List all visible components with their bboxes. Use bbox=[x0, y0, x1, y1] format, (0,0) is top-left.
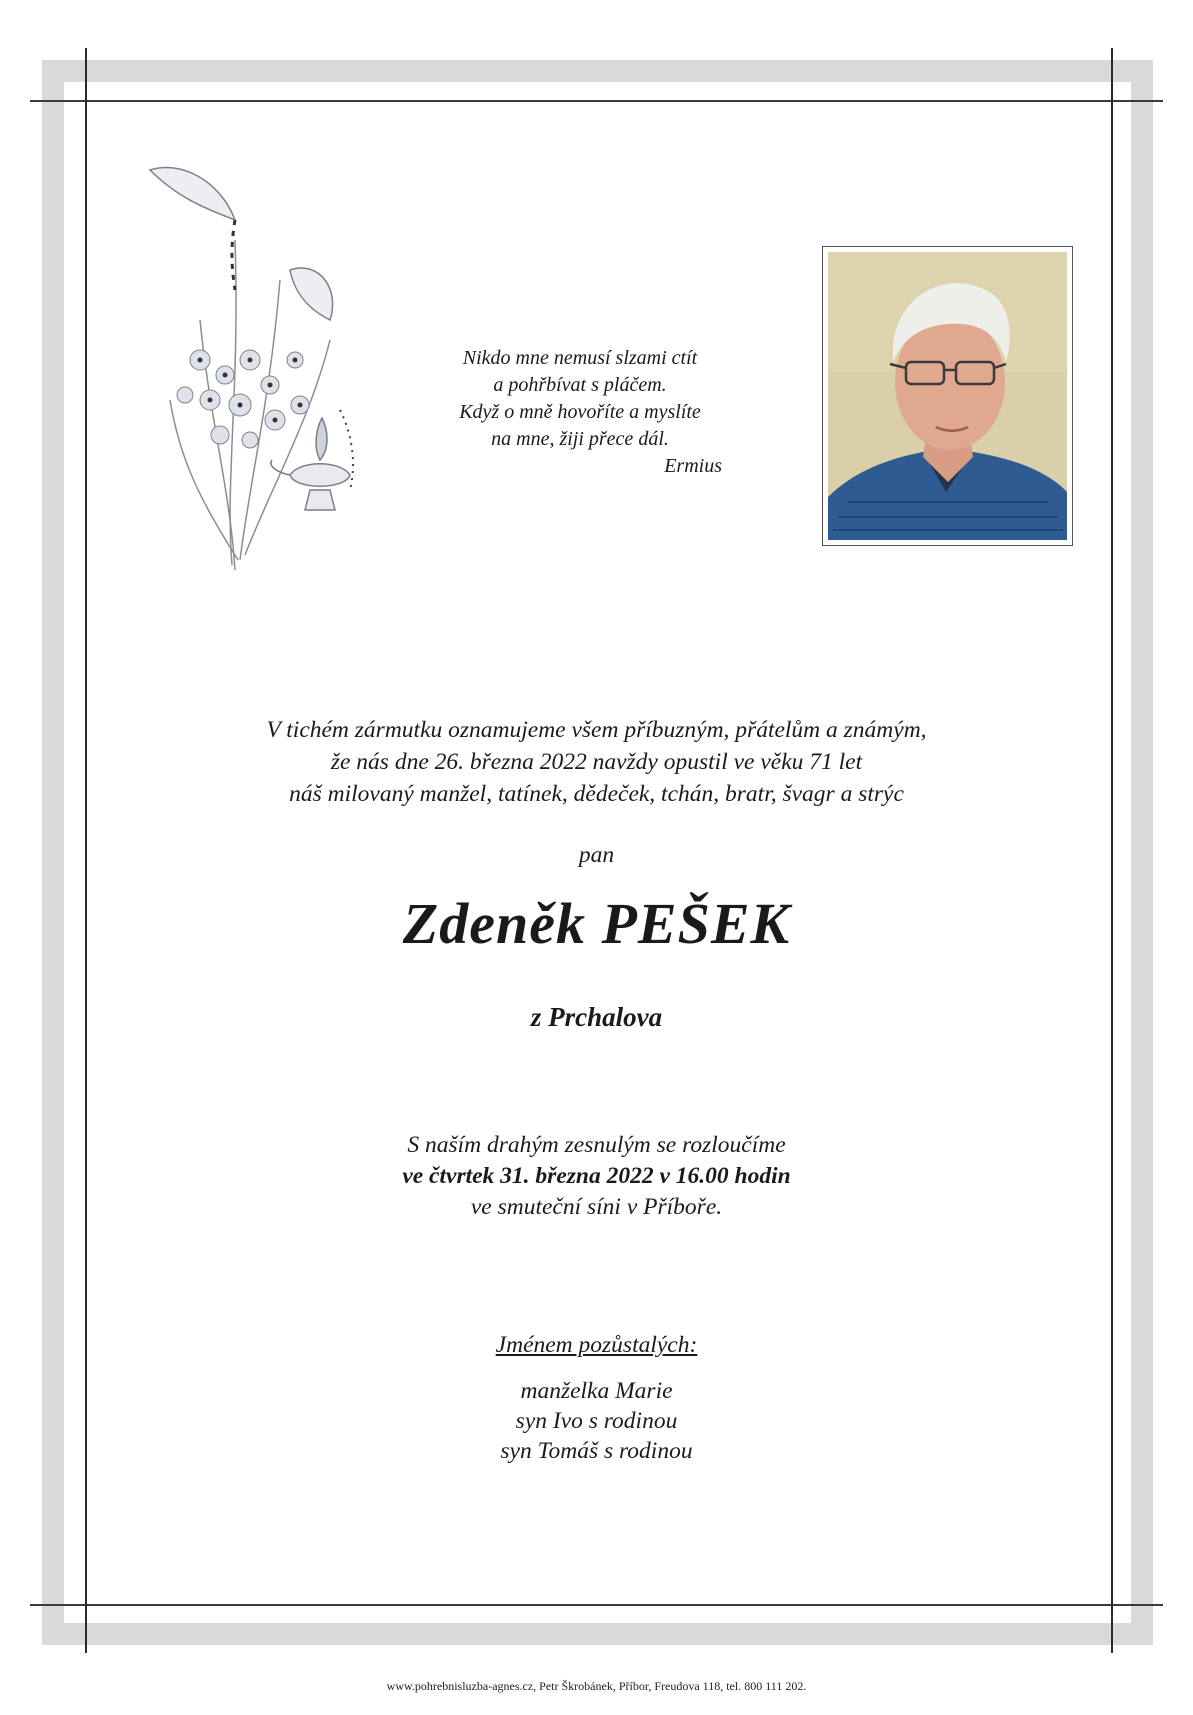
ceremony-line: S naším drahým zesnulým se rozloučíme bbox=[407, 1132, 786, 1158]
poem-line: na mne, žiji přece dál. bbox=[491, 428, 669, 450]
footer-contact: www.pohrebnisluzba-agnes.cz, Petr Škrobánek, Příbor, Freudova 118, tel. 800 111 202. bbox=[386, 1679, 807, 1693]
poem-line: a pohřbívat s pláčem. bbox=[493, 374, 667, 396]
announcement-line: náš milovaný manžel, tatínek, dědeček, tchán, bratr, švagr a strýc bbox=[289, 781, 904, 807]
mourner-item: syn Ivo s rodinou bbox=[515, 1408, 678, 1434]
lily-icon bbox=[290, 268, 333, 320]
announcement-line: že nás dne 26. března 2022 navždy opustil ve věku 71 let bbox=[330, 749, 863, 775]
mourners-heading: Jménem pozůstalých: bbox=[495, 1332, 698, 1358]
salutation: pan bbox=[578, 842, 615, 868]
ceremony-info bbox=[0, 1130, 1193, 1223]
lamp-icon bbox=[271, 418, 350, 510]
announcement-line: V tichém zármutku oznamujeme všem příbuzným, přátelům a známým, bbox=[266, 717, 927, 743]
mourner-item: manželka Marie bbox=[520, 1378, 673, 1404]
ceremony-location: ve smuteční síni v Příboře. bbox=[470, 1194, 723, 1220]
poem-line: Nikdo mne nemusí slzami ctít bbox=[462, 347, 698, 369]
frame-top-line bbox=[30, 100, 1163, 102]
floral-decoration-image bbox=[140, 160, 400, 580]
poem-author: Ermius bbox=[664, 455, 722, 477]
announcement-text bbox=[0, 714, 1193, 810]
mourners-list bbox=[0, 1376, 1193, 1466]
ceremony-datetime: ve čtvrtek 31. března 2022 v 16.00 hodin bbox=[402, 1163, 791, 1189]
mourner-item: syn Tomáš s rodinou bbox=[500, 1438, 693, 1464]
poem-line: Když o mně hovoříte a myslíte bbox=[459, 401, 701, 423]
portrait-photo-frame bbox=[822, 246, 1073, 546]
portrait-photo bbox=[828, 252, 1067, 540]
memorial-poem bbox=[430, 345, 730, 480]
deceased-origin: z Prchalova bbox=[530, 1002, 663, 1032]
lily-icon bbox=[150, 167, 235, 220]
frame-bottom-line bbox=[30, 1604, 1163, 1606]
deceased-name: Zdeněk PEŠEK bbox=[402, 891, 791, 956]
